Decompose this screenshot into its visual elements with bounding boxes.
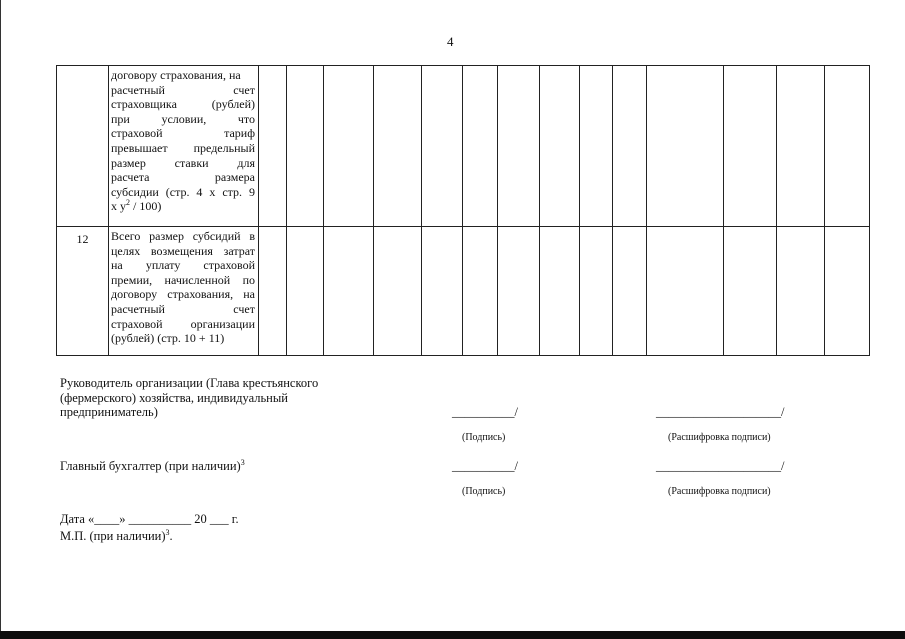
- scan-left-edge: [0, 0, 1, 639]
- table-cell: [580, 227, 613, 356]
- row-description: договору страхования, на расчетный счет страховщика (рублей) при условии, что страховой тариф превышает предельный размер ставки для расчета размера субсидии (стр. 4 х стр. 9 х $у^2 / 100$): [109, 66, 259, 227]
- table-cell: [259, 227, 287, 356]
- row-number: 12: [57, 227, 109, 356]
- page-number: 4: [447, 34, 454, 49]
- table-cell: [647, 227, 724, 356]
- table-row: [57, 227, 870, 356]
- row-description: Всего размер субсидий в целях возмещения затрат на уплату страховой премии, начисленной по договору страхования, на расчетный счет страховой организации (рублей) (стр. 10 + 11): [109, 227, 259, 356]
- row-number: [57, 66, 109, 227]
- table-cell: [580, 66, 613, 227]
- table-cell: [647, 66, 724, 227]
- table-cell: [825, 227, 870, 356]
- accountant-decoding-line: ____________________/: [656, 459, 785, 473]
- formula-tail: х $у^2 / 100$): [111, 199, 162, 214]
- table-cell: [540, 66, 580, 227]
- table-cell: [374, 227, 422, 356]
- head-decoding-caption: (Расшифровка подписи): [668, 432, 771, 443]
- table-cell: [777, 66, 825, 227]
- scan-bottom-band: [0, 631, 905, 639]
- subsidy-table: [56, 65, 870, 356]
- table-cell: [463, 227, 498, 356]
- table-cell: [825, 66, 870, 227]
- accountant-signature-caption: (Подпись): [462, 486, 506, 497]
- table-cell: [422, 227, 463, 356]
- table-cell: [540, 227, 580, 356]
- table-cell: [324, 227, 374, 356]
- table-cell: [777, 227, 825, 356]
- head-signature-caption: (Подпись): [462, 432, 506, 443]
- table-cell: [374, 66, 422, 227]
- table-cell: [724, 66, 777, 227]
- head-signature-line: __________/: [452, 405, 518, 419]
- table-row: [57, 66, 870, 227]
- table-cell: [463, 66, 498, 227]
- head-signature-label: Руководитель организации (Глава крестьянского (фермерского) хозяйства, индивидуальный предприниматель): [60, 376, 319, 419]
- accountant-signature-line: __________/: [452, 459, 518, 473]
- accountant-decoding-caption: (Расшифровка подписи): [668, 486, 771, 497]
- table-cell: [324, 66, 374, 227]
- table-cell: [422, 66, 463, 227]
- table-cell: [498, 227, 540, 356]
- table-cell: [287, 66, 324, 227]
- accountant-signature-label: Главный бухгалтер (при наличии)$^3$: [60, 457, 245, 473]
- date-line: Дата «____» __________ 20 ___ г.: [60, 512, 239, 526]
- table-cell: [259, 66, 287, 227]
- table-cell: [287, 227, 324, 356]
- head-decoding-line: ____________________/: [656, 405, 785, 419]
- table-cell: [498, 66, 540, 227]
- table-cell: [724, 227, 777, 356]
- table-cell: [613, 227, 647, 356]
- table-cell: [613, 66, 647, 227]
- stamp-line: М.П. (при наличии)$^3$.: [60, 527, 173, 543]
